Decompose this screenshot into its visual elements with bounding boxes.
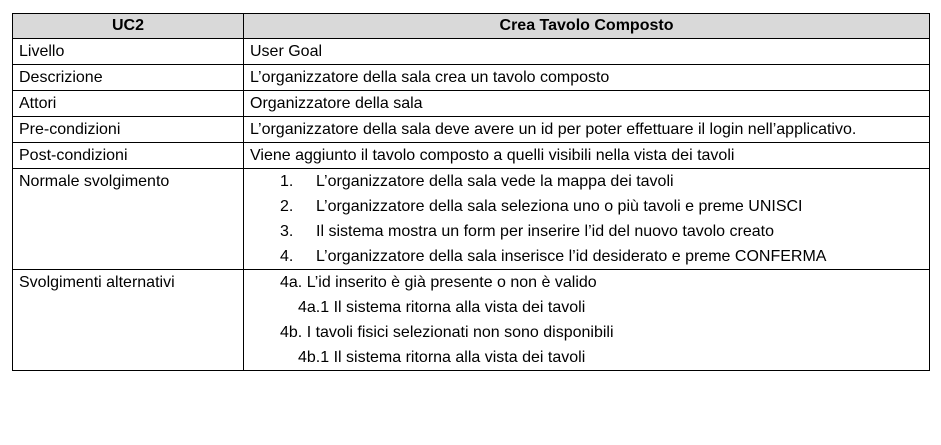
row-label-livello: Livello — [13, 39, 244, 65]
row-label-descrizione: Descrizione — [13, 65, 244, 91]
list-item — [250, 194, 923, 219]
list-item — [250, 219, 923, 244]
normal-steps-list — [250, 169, 923, 269]
alternative-steps-list — [250, 270, 923, 370]
table-row — [13, 143, 930, 169]
table-row — [13, 169, 930, 270]
use-case-id: UC2 — [13, 14, 244, 39]
use-case-table — [12, 13, 930, 371]
table-row — [13, 91, 930, 117]
step-number: 1. — [280, 173, 294, 190]
list-item: 4b.1 Il sistema ritorna alla vista dei tavoli — [298, 349, 586, 366]
table-row — [13, 65, 930, 91]
row-value-descrizione: L’organizzatore della sala crea un tavolo composto — [244, 65, 930, 91]
row-label-postcondizioni: Post-condizioni — [13, 143, 244, 169]
list-item: 4b. I tavoli fisici selezionati non sono disponibili — [280, 324, 614, 341]
step-text: L’organizzatore della sala seleziona uno o più tavoli e preme UNISCI — [316, 198, 803, 215]
step-text: L’organizzatore della sala vede la mappa dei tavoli — [316, 173, 674, 190]
use-case-title: Crea Tavolo Composto — [244, 14, 930, 39]
row-label-svolgimenti-alternativi: Svolgimenti alternativi — [13, 270, 244, 371]
step-number: 2. — [280, 198, 294, 215]
list-item — [250, 244, 923, 269]
table-row — [13, 270, 930, 371]
row-value-svolgimenti-alternativi — [244, 270, 930, 371]
table-row — [13, 117, 930, 143]
row-value-precondizioni: L’organizzatore della sala deve avere un id per poter effettuare il login nell’applicativo. — [244, 117, 930, 143]
row-label-attori: Attori — [13, 91, 244, 117]
list-item: 4a.1 Il sistema ritorna alla vista dei tavoli — [298, 299, 586, 316]
row-label-normale-svolgimento: Normale svolgimento — [13, 169, 244, 270]
table-header-row — [13, 14, 930, 39]
row-value-livello: User Goal — [244, 39, 930, 65]
row-value-postcondizioni: Viene aggiunto il tavolo composto a quelli visibili nella vista dei tavoli — [244, 143, 930, 169]
list-item: 4a. L’id inserito è già presente o non è valido — [280, 274, 597, 291]
table-row — [13, 39, 930, 65]
step-text: Il sistema mostra un form per inserire l’id del nuovo tavolo creato — [316, 223, 774, 240]
step-number: 4. — [280, 248, 294, 265]
step-number: 3. — [280, 223, 294, 240]
row-value-normale-svolgimento — [244, 169, 930, 270]
row-value-attori: Organizzatore della sala — [244, 91, 930, 117]
step-text: L’organizzatore della sala inserisce l’id desiderato e preme CONFERMA — [316, 248, 827, 265]
list-item — [250, 169, 923, 194]
row-label-precondizioni: Pre-condizioni — [13, 117, 244, 143]
